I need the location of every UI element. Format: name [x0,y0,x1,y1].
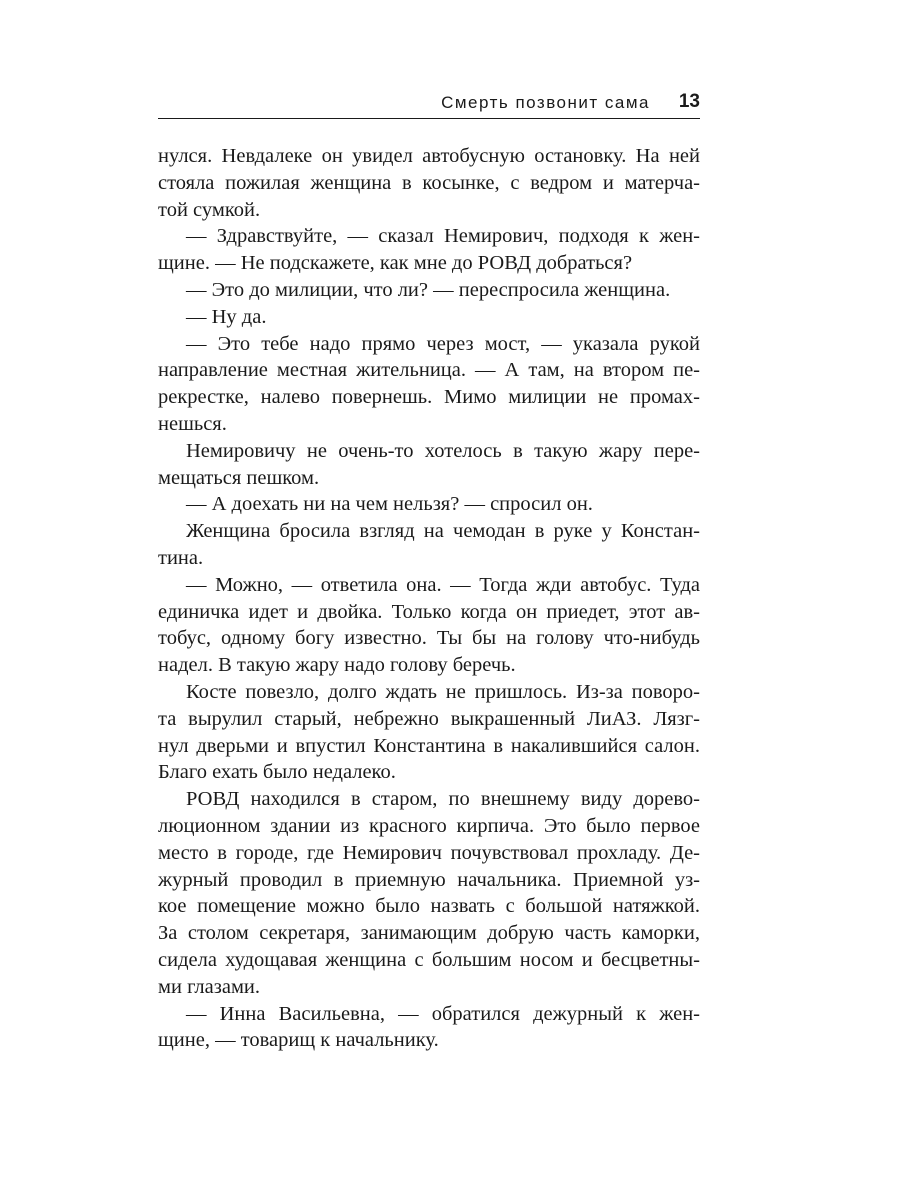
text-line: щине, — товарищ к начальнику. [158,1029,439,1052]
text-line: единичка идет и двойка. Только когда он приедет, этот ав- [158,600,700,623]
text-line: журный проводил в приемную начальника. Приемной уз- [158,868,700,891]
text-line: ми глазами. [158,975,261,998]
text-line: кое помещение можно было назвать с большой натяжкой. [158,895,700,918]
text-line: рекрестке, налево повернешь. Мимо милиции не промах- [158,386,700,409]
text-line: — Это до милиции, что ли? — переспросила женщина. [186,278,671,301]
text-line: — Можно, — ответила она. — Тогда жди автобус. Туда [186,573,700,596]
text-line: Благо ехать было недалеко. [158,761,396,784]
text-line: Косте повезло, долго ждать не пришлось. Из-за поворо- [186,680,700,703]
text-line: нулся. Невдалеке он увидел автобусную остановку. На ней [158,145,700,167]
text-line: сидела худощавая женщина с большим носом и бесцветны- [158,948,700,971]
text-line: тобус, одному богу известно. Ты бы на голову что-нибудь [158,627,700,650]
body-text [158,143,700,1054]
text-line: Женщина бросила взгляд на чемодан в руке у Констан- [186,520,700,543]
text-line: той сумкой. [158,198,261,221]
text-line: надел. В такую жару надо голову беречь. [158,654,516,677]
text-line: щине. — Не подскажете, как мне до РОВД добраться? [158,252,633,275]
text-line: За столом секретаря, занимающим добрую часть каморки, [158,922,700,945]
text-line: — Это тебе надо прямо через мост, — указала рукой [186,332,700,355]
text-line: стояла пожилая женщина в косынке, с ведром и матерча- [158,171,700,194]
text-line: та вырулил старый, небрежно выкрашенный ЛиАЗ. Лязг- [158,707,700,730]
text-line: мещаться пешком. [158,466,320,489]
text-line: — Инна Васильевна, — обратился дежурный к жен- [186,1002,700,1025]
text-line: место в городе, где Немирович почувствовал прохладу. Де- [158,841,700,864]
text-line: тина. [158,546,204,569]
text-line: люционном здании из красного кирпича. Это было первое [158,814,700,837]
running-header [158,90,700,119]
text-line: нешься. [158,412,227,435]
page-number: 13 [678,91,700,112]
running-title: Смерть позвонит сама [441,93,650,112]
text-line: — А доехать ни на чем нельзя? — спросил он. [186,493,593,516]
text-line: направление местная жительница. — А там, на втором пе- [158,359,700,382]
text-line: — Здравствуйте, — сказал Немирович, подходя к жен- [186,225,700,248]
text-line: нул дверьми и впустил Константина в накалившийся салон. [158,734,700,757]
text-line: — Ну да. [186,305,267,328]
text-line: Немировичу не очень-то хотелось в такую жару пере- [186,439,700,462]
text-line: РОВД находился в старом, по внешнему виду дорево- [186,788,700,811]
